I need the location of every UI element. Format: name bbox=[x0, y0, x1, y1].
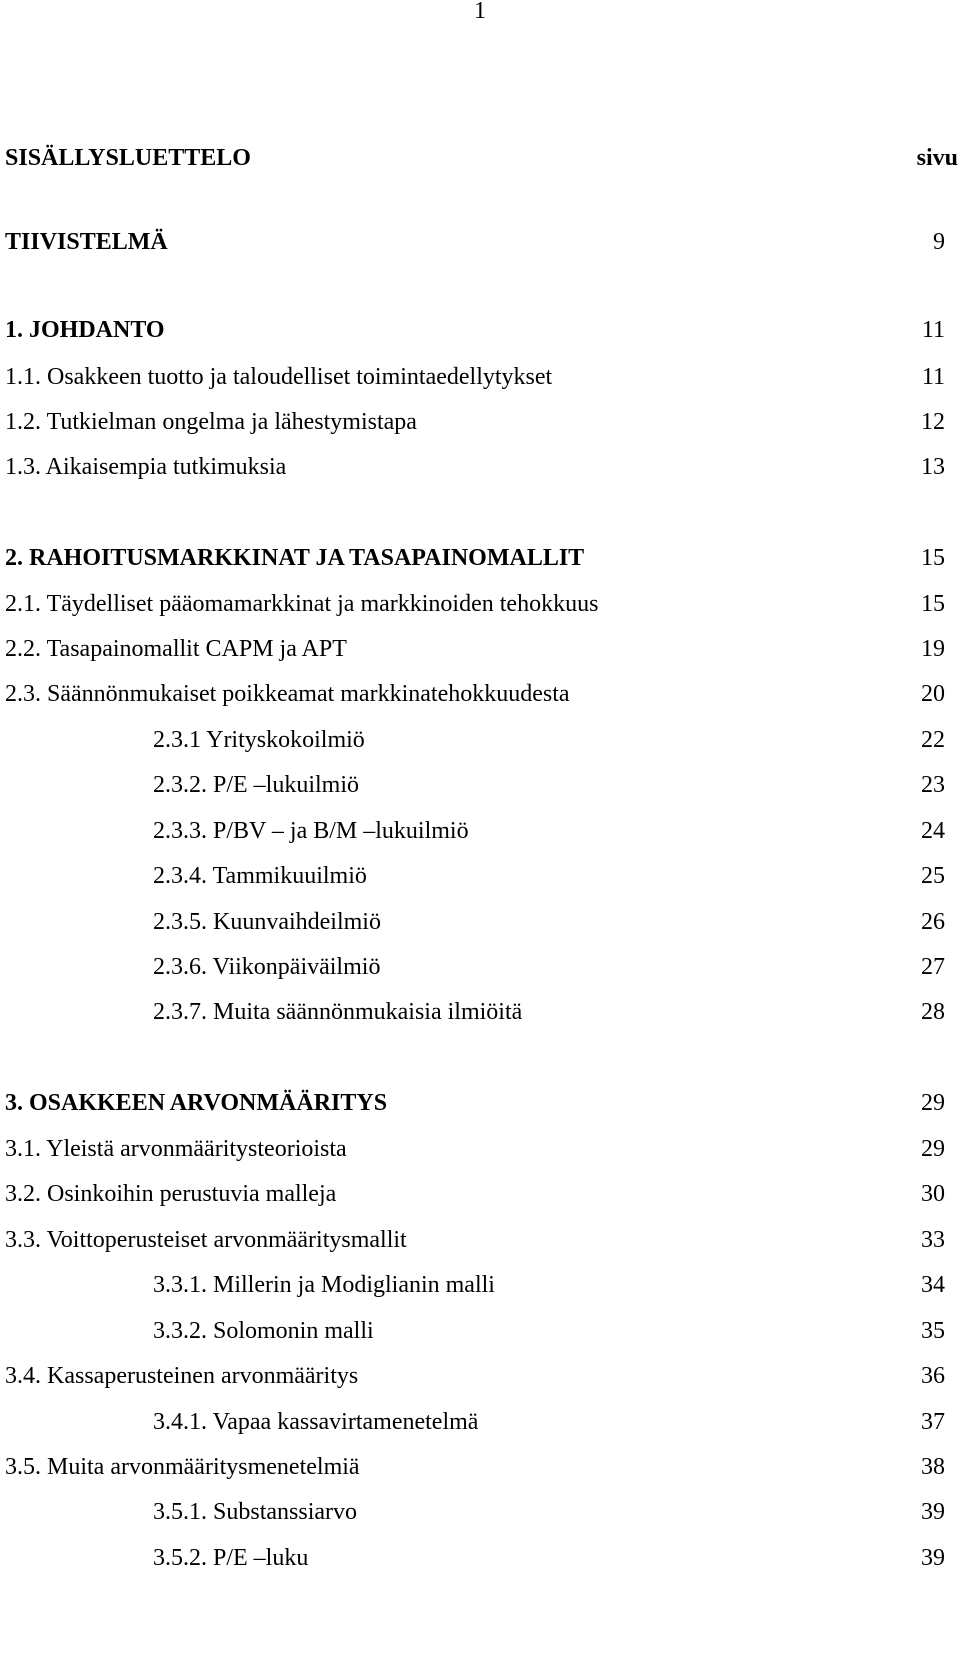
toc-entry-label: 3.1. Yleistä arvonmääritysteorioista bbox=[5, 1136, 347, 1162]
toc-title: SISÄLLYSLUETTELO bbox=[5, 145, 251, 171]
toc-entry-label: 2.3. Säännönmukaiset poikkeamat markkinatehokkuudesta bbox=[5, 681, 570, 707]
toc-entry-label: 3.2. Osinkoihin perustuvia malleja bbox=[5, 1181, 337, 1207]
toc-entry[interactable] bbox=[0, 997, 960, 1027]
toc-entry-label: 3.5.2. P/E –luku bbox=[153, 1545, 309, 1571]
toc-entry-label: 2.3.7. Muita säännönmukaisia ilmiöitä bbox=[153, 999, 523, 1025]
toc-entry-label: 1.2. Tutkielman ongelma ja lähestymistapa bbox=[5, 409, 417, 435]
toc-entry[interactable] bbox=[0, 861, 960, 891]
toc-entry[interactable] bbox=[0, 952, 960, 982]
toc-entry[interactable] bbox=[0, 725, 960, 755]
toc-entry-page: 38 bbox=[921, 1454, 945, 1480]
toc-entry-label: 2.3.1 Yrityskokoilmiö bbox=[153, 727, 365, 753]
toc-entry-page: 19 bbox=[921, 636, 945, 662]
toc-entry[interactable] bbox=[0, 1497, 960, 1527]
toc-entry[interactable] bbox=[0, 1179, 960, 1209]
toc-entry-page: 26 bbox=[921, 909, 945, 935]
toc-entry-label: 1.1. Osakkeen tuotto ja taloudelliset toimintaedellytykset bbox=[5, 364, 553, 390]
toc-entry-page: 29 bbox=[921, 1090, 945, 1116]
toc-entry-page: 15 bbox=[921, 545, 945, 571]
toc-entry[interactable] bbox=[0, 315, 960, 345]
toc-entry-page: 39 bbox=[921, 1499, 945, 1525]
toc-entry[interactable] bbox=[0, 1225, 960, 1255]
toc-entry-page: 33 bbox=[921, 1227, 945, 1253]
toc-entry[interactable] bbox=[0, 1316, 960, 1346]
toc-entry-page: 22 bbox=[921, 727, 945, 753]
toc-entry-page: 29 bbox=[921, 1136, 945, 1162]
toc-entry-page: 13 bbox=[921, 454, 945, 480]
toc-entry-page: 25 bbox=[921, 863, 945, 889]
toc-entry-label: 3.3.2. Solomonin malli bbox=[153, 1318, 374, 1344]
toc-entry[interactable] bbox=[0, 907, 960, 937]
toc-entry[interactable] bbox=[0, 407, 960, 437]
toc-entry-page: 28 bbox=[921, 999, 945, 1025]
toc-entry-label: TIIVISTELMÄ bbox=[5, 229, 168, 255]
toc-entry-label: 2.3.3. P/BV – ja B/M –lukuilmiö bbox=[153, 818, 469, 844]
toc-entry-label: 2.1. Täydelliset pääomamarkkinat ja markkinoiden tehokkuus bbox=[5, 591, 599, 617]
toc-entry-page: 20 bbox=[921, 681, 945, 707]
toc-entry[interactable] bbox=[0, 452, 960, 482]
toc-entry[interactable] bbox=[0, 1270, 960, 1300]
toc-entry-page: 11 bbox=[921, 317, 945, 343]
page-number: 1 bbox=[474, 0, 486, 24]
toc-entry-label: 2.3.5. Kuunvaihdeilmiö bbox=[153, 909, 381, 935]
toc-entry-label: 3.4.1. Vapaa kassavirtamenetelmä bbox=[153, 1409, 479, 1435]
toc-entry-page: 9 bbox=[933, 229, 945, 255]
toc-entry[interactable] bbox=[0, 227, 960, 257]
toc-entry-page: 39 bbox=[921, 1545, 945, 1571]
toc-header bbox=[5, 143, 960, 173]
toc-entry-label: 3. OSAKKEEN ARVONMÄÄRITYS bbox=[5, 1090, 388, 1116]
toc-entry-label: 3.4. Kassaperusteinen arvonmääritys bbox=[5, 1363, 359, 1389]
toc-entry-page: 37 bbox=[921, 1409, 945, 1435]
toc-entry[interactable] bbox=[0, 770, 960, 800]
toc-entry[interactable] bbox=[0, 1134, 960, 1164]
toc-entry-label: 3.5.1. Substanssiarvo bbox=[153, 1499, 357, 1525]
toc-entry-page: 30 bbox=[921, 1181, 945, 1207]
toc-entry-label: 1.3. Aikaisempia tutkimuksia bbox=[5, 454, 287, 480]
toc-entry[interactable] bbox=[0, 1361, 960, 1391]
toc-entry-page: 35 bbox=[921, 1318, 945, 1344]
toc-entry-label: 2.3.2. P/E –lukuilmiö bbox=[153, 772, 360, 798]
toc-entry-label: 3.3. Voittoperusteiset arvonmääritysmallit bbox=[5, 1227, 407, 1253]
page-column-label: sivu bbox=[916, 145, 958, 171]
toc-entry-label: 3.3.1. Millerin ja Modiglianin malli bbox=[153, 1272, 495, 1298]
toc-entry[interactable] bbox=[0, 1543, 960, 1573]
toc-entry-label: 2.3.6. Viikonpäiväilmiö bbox=[153, 954, 381, 980]
toc-entry-page: 12 bbox=[921, 409, 945, 435]
toc-entry-page: 24 bbox=[921, 818, 945, 844]
toc-entry-page: 34 bbox=[921, 1272, 945, 1298]
toc-entry[interactable] bbox=[0, 1407, 960, 1437]
toc-entry-page: 15 bbox=[921, 591, 945, 617]
toc-entry-label: 2. RAHOITUSMARKKINAT JA TASAPAINOMALLIT bbox=[5, 545, 585, 571]
toc-entry[interactable] bbox=[0, 589, 960, 619]
toc-entry[interactable] bbox=[0, 679, 960, 709]
toc-entry-page: 23 bbox=[921, 772, 945, 798]
toc-entry-page: 36 bbox=[921, 1363, 945, 1389]
toc-entry-label: 1. JOHDANTO bbox=[5, 317, 165, 343]
toc-entry[interactable] bbox=[0, 1088, 960, 1118]
toc-entry[interactable] bbox=[0, 362, 960, 392]
toc-entry[interactable] bbox=[0, 816, 960, 846]
toc-entry-label: 2.2. Tasapainomallit CAPM ja APT bbox=[5, 636, 347, 662]
toc-entry-page: 11 bbox=[921, 364, 945, 390]
toc-entry[interactable] bbox=[0, 634, 960, 664]
toc-entry-label: 3.5. Muita arvonmääritysmenetelmiä bbox=[5, 1454, 360, 1480]
toc-entry-label: 2.3.4. Tammikuuilmiö bbox=[153, 863, 367, 889]
toc-entry-page: 27 bbox=[921, 954, 945, 980]
toc-entry[interactable] bbox=[0, 543, 960, 573]
toc-entry[interactable] bbox=[0, 1452, 960, 1482]
